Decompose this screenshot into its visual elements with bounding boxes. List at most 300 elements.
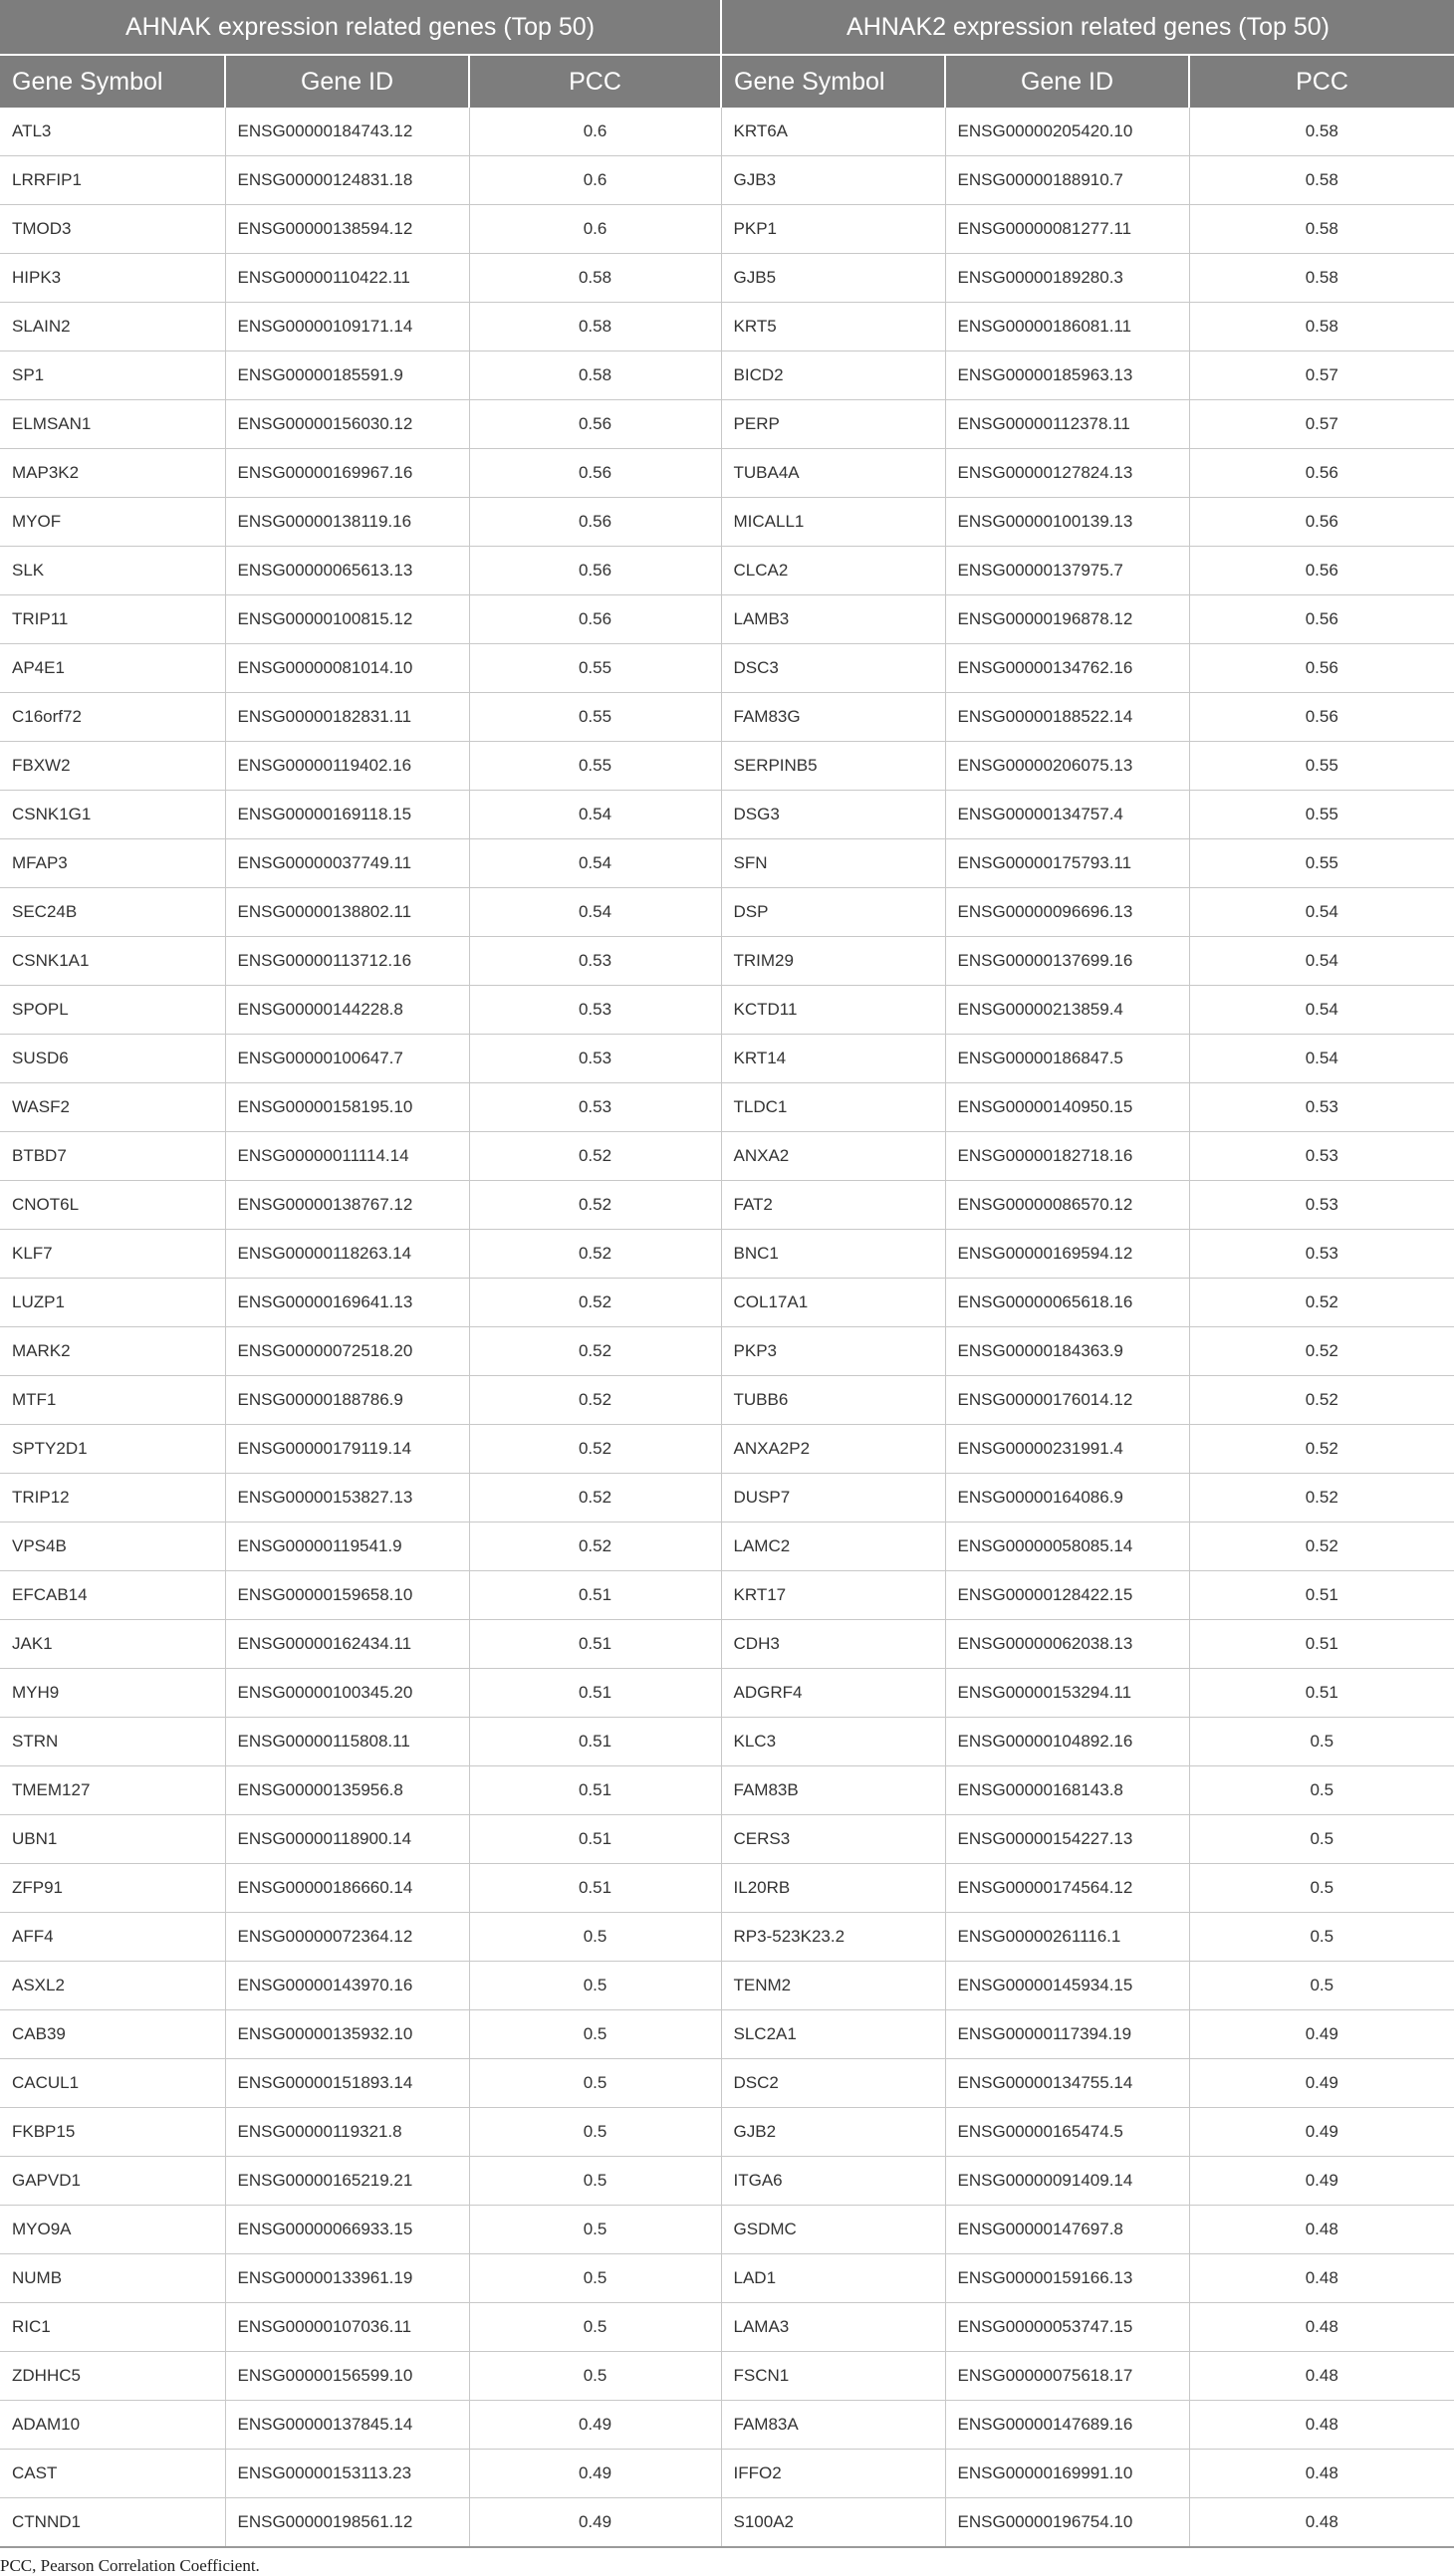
ahnak-gene-symbol-cell: AFF4 [0, 1913, 225, 1962]
ahnak2-gene-symbol-cell: ANXA2 [721, 1132, 945, 1181]
ahnak2-gene-id-cell: ENSG00000086570.12 [945, 1181, 1189, 1230]
ahnak-pcc-cell: 0.55 [469, 693, 721, 742]
ahnak2-gene-id-cell: ENSG00000140950.15 [945, 1083, 1189, 1132]
ahnak-gene-symbol-cell: JAK1 [0, 1620, 225, 1669]
table-row [0, 1083, 1454, 1132]
ahnak-gene-symbol-cell: RIC1 [0, 2303, 225, 2352]
ahnak2-pcc-cell: 0.54 [1189, 1035, 1454, 1083]
ahnak2-pcc-cell: 0.52 [1189, 1474, 1454, 1522]
ahnak-pcc-cell: 0.5 [469, 2303, 721, 2352]
ahnak2-gene-symbol-cell: DUSP7 [721, 1474, 945, 1522]
ahnak-gene-id-cell: ENSG00000188786.9 [225, 1376, 469, 1425]
ahnak2-gene-id-cell: ENSG00000188522.14 [945, 693, 1189, 742]
ahnak-gene-id-cell: ENSG00000151893.14 [225, 2059, 469, 2108]
ahnak2-pcc-cell: 0.56 [1189, 498, 1454, 547]
ahnak-gene-symbol-cell: EFCAB14 [0, 1571, 225, 1620]
ahnak2-gene-symbol-cell: KRT14 [721, 1035, 945, 1083]
ahnak-gene-id-cell: ENSG00000184743.12 [225, 108, 469, 156]
ahnak-pcc-cell: 0.52 [469, 1425, 721, 1474]
ahnak-gene-id-cell: ENSG00000037749.11 [225, 839, 469, 888]
ahnak2-gene-symbol-cell: KRT5 [721, 303, 945, 351]
ahnak2-gene-id-cell: ENSG00000147697.8 [945, 2206, 1189, 2254]
ahnak-pcc-cell: 0.53 [469, 1035, 721, 1083]
ahnak2-gene-id-cell: ENSG00000159166.13 [945, 2254, 1189, 2303]
ahnak2-gene-symbol-cell: ITGA6 [721, 2157, 945, 2206]
ahnak2-gene-id-cell: ENSG00000231991.4 [945, 1425, 1189, 1474]
ahnak2-gene-id-cell: ENSG00000205420.10 [945, 108, 1189, 156]
ahnak2-pcc-cell: 0.57 [1189, 400, 1454, 449]
table-row [0, 1913, 1454, 1962]
ahnak-gene-id-cell: ENSG00000137845.14 [225, 2401, 469, 2450]
ahnak-pcc-cell: 0.5 [469, 2352, 721, 2401]
ahnak-gene-symbol-cell: KLF7 [0, 1230, 225, 1279]
ahnak-group-title: AHNAK expression related genes (Top 50) [0, 0, 721, 55]
ahnak-pcc-cell: 0.54 [469, 791, 721, 839]
ahnak-gene-id-cell: ENSG00000135956.8 [225, 1766, 469, 1815]
ahnak2-pcc-cell: 0.58 [1189, 156, 1454, 205]
ahnak2-pcc-cell: 0.5 [1189, 1913, 1454, 1962]
ahnak-gene-symbol-cell: ADAM10 [0, 2401, 225, 2450]
ahnak-gene-id-cell: ENSG00000100647.7 [225, 1035, 469, 1083]
ahnak2-gene-symbol-cell: PKP1 [721, 205, 945, 254]
ahnak2-gene-symbol-cell: FAT2 [721, 1181, 945, 1230]
ahnak-gene-id-cell: ENSG00000144228.8 [225, 986, 469, 1035]
table-body [0, 108, 1454, 2547]
ahnak2-gene-symbol-cell: COL17A1 [721, 1279, 945, 1327]
ahnak-gene-id-cell: ENSG00000081014.10 [225, 644, 469, 693]
table-row [0, 400, 1454, 449]
table-row [0, 547, 1454, 595]
ahnak-gene-id-cell: ENSG00000179119.14 [225, 1425, 469, 1474]
ahnak2-pcc-cell: 0.5 [1189, 1864, 1454, 1913]
ahnak2-pcc-cell: 0.49 [1189, 2157, 1454, 2206]
ahnak2-gene-symbol-cell: CDH3 [721, 1620, 945, 1669]
ahnak-pcc-cell: 0.56 [469, 449, 721, 498]
ahnak-pcc-cell: 0.52 [469, 1181, 721, 1230]
ahnak-gene-symbol-cell: MYOF [0, 498, 225, 547]
ahnak-pcc-cell: 0.53 [469, 986, 721, 1035]
ahnak-gene-id-cell: ENSG00000110422.11 [225, 254, 469, 303]
ahnak-pcc-cell: 0.56 [469, 498, 721, 547]
ahnak-gene-symbol-cell: ZFP91 [0, 1864, 225, 1913]
ahnak-gene-id-cell: ENSG00000159658.10 [225, 1571, 469, 1620]
ahnak-gene-symbol-cell: TMEM127 [0, 1766, 225, 1815]
ahnak-gene-id-cell: ENSG00000138767.12 [225, 1181, 469, 1230]
ahnak-pcc-cell: 0.52 [469, 1279, 721, 1327]
ahnak-gene-id-cell: ENSG00000072518.20 [225, 1327, 469, 1376]
ahnak-gene-id-cell: ENSG00000182831.11 [225, 693, 469, 742]
ahnak-pcc-cell: 0.54 [469, 888, 721, 937]
ahnak2-pcc-cell: 0.54 [1189, 888, 1454, 937]
ahnak2-gene-id-cell: ENSG00000213859.4 [945, 986, 1189, 1035]
ahnak2-pcc-cell: 0.49 [1189, 2059, 1454, 2108]
ahnak2-pcc-cell: 0.51 [1189, 1669, 1454, 1718]
ahnak2-gene-symbol-cell: TUBA4A [721, 449, 945, 498]
ahnak2-gene-symbol-cell: GJB5 [721, 254, 945, 303]
ahnak-gene-id-cell: ENSG00000133961.19 [225, 2254, 469, 2303]
ahnak2-gene-symbol-cell: KCTD11 [721, 986, 945, 1035]
ahnak-gene-symbol-cell: MFAP3 [0, 839, 225, 888]
table-row [0, 351, 1454, 400]
table-row [0, 1230, 1454, 1279]
ahnak-gene-id-cell: ENSG00000138802.11 [225, 888, 469, 937]
ahnak2-gene-symbol-cell: TLDC1 [721, 1083, 945, 1132]
ahnak-gene-id-cell: ENSG00000156030.12 [225, 400, 469, 449]
ahnak-gene-symbol-cell: SUSD6 [0, 1035, 225, 1083]
table-row [0, 1035, 1454, 1083]
ahnak2-gene-id-cell: ENSG00000134762.16 [945, 644, 1189, 693]
table-row [0, 156, 1454, 205]
ahnak-gene-id-cell: ENSG00000138594.12 [225, 205, 469, 254]
table-row [0, 2206, 1454, 2254]
col-header-gene-id-ahnak: Gene ID [225, 55, 469, 108]
group-header-row [0, 0, 1454, 55]
ahnak-pcc-cell: 0.5 [469, 2157, 721, 2206]
ahnak2-pcc-cell: 0.49 [1189, 2010, 1454, 2059]
ahnak-gene-id-cell: ENSG00000198561.12 [225, 2498, 469, 2548]
ahnak2-gene-symbol-cell: IFFO2 [721, 2450, 945, 2498]
ahnak-gene-symbol-cell: LRRFIP1 [0, 156, 225, 205]
ahnak2-gene-id-cell: ENSG00000145934.15 [945, 1962, 1189, 2010]
ahnak2-pcc-cell: 0.5 [1189, 1766, 1454, 1815]
ahnak-pcc-cell: 0.6 [469, 205, 721, 254]
table-row [0, 2108, 1454, 2157]
ahnak2-pcc-cell: 0.55 [1189, 791, 1454, 839]
ahnak-gene-symbol-cell: SLAIN2 [0, 303, 225, 351]
table-row [0, 986, 1454, 1035]
ahnak2-pcc-cell: 0.54 [1189, 937, 1454, 986]
ahnak-pcc-cell: 0.52 [469, 1230, 721, 1279]
ahnak2-gene-id-cell: ENSG00000174564.12 [945, 1864, 1189, 1913]
ahnak-pcc-cell: 0.56 [469, 547, 721, 595]
ahnak-pcc-cell: 0.51 [469, 1864, 721, 1913]
ahnak2-gene-symbol-cell: FAM83G [721, 693, 945, 742]
ahnak2-gene-id-cell: ENSG00000117394.19 [945, 2010, 1189, 2059]
col-header-pcc-ahnak2: PCC [1189, 55, 1454, 108]
col-header-gene-id-ahnak2: Gene ID [945, 55, 1189, 108]
table-row [0, 1181, 1454, 1230]
ahnak2-gene-symbol-cell: CERS3 [721, 1815, 945, 1864]
ahnak-gene-symbol-cell: SLK [0, 547, 225, 595]
ahnak2-gene-id-cell: ENSG00000147689.16 [945, 2401, 1189, 2450]
ahnak-pcc-cell: 0.5 [469, 1913, 721, 1962]
ahnak-gene-symbol-cell: SP1 [0, 351, 225, 400]
ahnak-gene-id-cell: ENSG00000072364.12 [225, 1913, 469, 1962]
ahnak2-gene-id-cell: ENSG00000261116.1 [945, 1913, 1189, 1962]
ahnak-pcc-cell: 0.51 [469, 1718, 721, 1766]
ahnak2-gene-id-cell: ENSG00000182718.16 [945, 1132, 1189, 1181]
ahnak2-gene-id-cell: ENSG00000153294.11 [945, 1669, 1189, 1718]
table-row [0, 2157, 1454, 2206]
ahnak2-pcc-cell: 0.56 [1189, 644, 1454, 693]
ahnak-pcc-cell: 0.52 [469, 1474, 721, 1522]
ahnak-gene-symbol-cell: CAST [0, 2450, 225, 2498]
ahnak-gene-symbol-cell: ATL3 [0, 108, 225, 156]
ahnak2-pcc-cell: 0.57 [1189, 351, 1454, 400]
ahnak2-gene-symbol-cell: BNC1 [721, 1230, 945, 1279]
ahnak2-gene-symbol-cell: KRT6A [721, 108, 945, 156]
ahnak2-gene-id-cell: ENSG00000104892.16 [945, 1718, 1189, 1766]
ahnak2-gene-symbol-cell: IL20RB [721, 1864, 945, 1913]
ahnak-gene-id-cell: ENSG00000119541.9 [225, 1522, 469, 1571]
ahnak-gene-id-cell: ENSG00000169118.15 [225, 791, 469, 839]
ahnak-pcc-cell: 0.58 [469, 351, 721, 400]
ahnak-gene-symbol-cell: LUZP1 [0, 1279, 225, 1327]
ahnak2-gene-symbol-cell: LAMA3 [721, 2303, 945, 2352]
ahnak2-gene-symbol-cell: BICD2 [721, 351, 945, 400]
ahnak2-gene-id-cell: ENSG00000134757.4 [945, 791, 1189, 839]
ahnak-pcc-cell: 0.5 [469, 1962, 721, 2010]
ahnak-gene-symbol-cell: CSNK1A1 [0, 937, 225, 986]
ahnak-gene-symbol-cell: CACUL1 [0, 2059, 225, 2108]
ahnak2-pcc-cell: 0.58 [1189, 108, 1454, 156]
ahnak-gene-symbol-cell: CAB39 [0, 2010, 225, 2059]
table-row [0, 742, 1454, 791]
table-row [0, 1571, 1454, 1620]
ahnak2-gene-id-cell: ENSG00000184363.9 [945, 1327, 1189, 1376]
table-row [0, 693, 1454, 742]
ahnak2-gene-symbol-cell: DSC3 [721, 644, 945, 693]
ahnak2-pcc-cell: 0.52 [1189, 1522, 1454, 1571]
ahnak-gene-id-cell: ENSG00000135932.10 [225, 2010, 469, 2059]
ahnak2-pcc-cell: 0.52 [1189, 1279, 1454, 1327]
ahnak2-pcc-cell: 0.48 [1189, 2401, 1454, 2450]
ahnak2-pcc-cell: 0.53 [1189, 1181, 1454, 1230]
ahnak2-gene-id-cell: ENSG00000196754.10 [945, 2498, 1189, 2548]
ahnak-gene-symbol-cell: FKBP15 [0, 2108, 225, 2157]
ahnak2-gene-symbol-cell: S100A2 [721, 2498, 945, 2548]
ahnak-pcc-cell: 0.51 [469, 1815, 721, 1864]
ahnak2-pcc-cell: 0.48 [1189, 2206, 1454, 2254]
ahnak2-gene-id-cell: ENSG00000175793.11 [945, 839, 1189, 888]
ahnak2-gene-symbol-cell: RP3-523K23.2 [721, 1913, 945, 1962]
ahnak-gene-id-cell: ENSG00000100345.20 [225, 1669, 469, 1718]
table-row [0, 498, 1454, 547]
ahnak2-gene-symbol-cell: KLC3 [721, 1718, 945, 1766]
ahnak-gene-symbol-cell: MYO9A [0, 2206, 225, 2254]
ahnak-gene-symbol-cell: BTBD7 [0, 1132, 225, 1181]
table-row [0, 2498, 1454, 2548]
ahnak2-gene-id-cell: ENSG00000188910.7 [945, 156, 1189, 205]
ahnak-gene-id-cell: ENSG00000169967.16 [225, 449, 469, 498]
ahnak-gene-id-cell: ENSG00000153113.23 [225, 2450, 469, 2498]
ahnak2-pcc-cell: 0.54 [1189, 986, 1454, 1035]
ahnak-gene-id-cell: ENSG00000153827.13 [225, 1474, 469, 1522]
ahnak2-pcc-cell: 0.58 [1189, 254, 1454, 303]
table-row [0, 595, 1454, 644]
ahnak2-pcc-cell: 0.5 [1189, 1815, 1454, 1864]
ahnak2-gene-id-cell: ENSG00000100139.13 [945, 498, 1189, 547]
ahnak2-pcc-cell: 0.48 [1189, 2254, 1454, 2303]
ahnak-gene-symbol-cell: AP4E1 [0, 644, 225, 693]
ahnak-gene-symbol-cell: MTF1 [0, 1376, 225, 1425]
ahnak-gene-id-cell: ENSG00000162434.11 [225, 1620, 469, 1669]
table-row [0, 644, 1454, 693]
column-header-row [0, 55, 1454, 108]
table-row [0, 2059, 1454, 2108]
ahnak-gene-id-cell: ENSG00000185591.9 [225, 351, 469, 400]
ahnak2-gene-id-cell: ENSG00000112378.11 [945, 400, 1189, 449]
ahnak-gene-symbol-cell: CSNK1G1 [0, 791, 225, 839]
table-row [0, 2352, 1454, 2401]
table-row [0, 449, 1454, 498]
ahnak2-gene-symbol-cell: DSG3 [721, 791, 945, 839]
ahnak2-pcc-cell: 0.55 [1189, 839, 1454, 888]
table-row [0, 1620, 1454, 1669]
ahnak-pcc-cell: 0.54 [469, 839, 721, 888]
ahnak-gene-symbol-cell: VPS4B [0, 1522, 225, 1571]
ahnak-gene-symbol-cell: MAP3K2 [0, 449, 225, 498]
ahnak2-gene-symbol-cell: FAM83B [721, 1766, 945, 1815]
ahnak-gene-symbol-cell: CTNND1 [0, 2498, 225, 2548]
ahnak2-gene-symbol-cell: PKP3 [721, 1327, 945, 1376]
table-row [0, 2010, 1454, 2059]
table-row [0, 1376, 1454, 1425]
ahnak2-pcc-cell: 0.52 [1189, 1327, 1454, 1376]
ahnak2-gene-id-cell: ENSG00000185963.13 [945, 351, 1189, 400]
ahnak-pcc-cell: 0.52 [469, 1132, 721, 1181]
ahnak2-gene-id-cell: ENSG00000096696.13 [945, 888, 1189, 937]
col-header-gene-symbol-ahnak: Gene Symbol [0, 55, 225, 108]
ahnak2-pcc-cell: 0.53 [1189, 1083, 1454, 1132]
ahnak2-pcc-cell: 0.52 [1189, 1425, 1454, 1474]
ahnak2-gene-id-cell: ENSG00000058085.14 [945, 1522, 1189, 1571]
ahnak-pcc-cell: 0.5 [469, 2108, 721, 2157]
ahnak-gene-id-cell: ENSG00000169641.13 [225, 1279, 469, 1327]
ahnak-pcc-cell: 0.51 [469, 1620, 721, 1669]
ahnak2-gene-symbol-cell: CLCA2 [721, 547, 945, 595]
ahnak-gene-id-cell: ENSG00000118900.14 [225, 1815, 469, 1864]
ahnak2-pcc-cell: 0.48 [1189, 2450, 1454, 2498]
ahnak-gene-symbol-cell: TRIP11 [0, 595, 225, 644]
ahnak2-gene-id-cell: ENSG00000196878.12 [945, 595, 1189, 644]
ahnak2-pcc-cell: 0.55 [1189, 742, 1454, 791]
ahnak2-gene-symbol-cell: SERPINB5 [721, 742, 945, 791]
ahnak2-gene-id-cell: ENSG00000081277.11 [945, 205, 1189, 254]
ahnak2-pcc-cell: 0.51 [1189, 1620, 1454, 1669]
table-row [0, 1669, 1454, 1718]
ahnak2-gene-id-cell: ENSG00000168143.8 [945, 1766, 1189, 1815]
ahnak-pcc-cell: 0.55 [469, 742, 721, 791]
ahnak-pcc-cell: 0.49 [469, 2498, 721, 2548]
ahnak2-gene-symbol-cell: LAD1 [721, 2254, 945, 2303]
table-row [0, 2254, 1454, 2303]
ahnak-gene-symbol-cell: SPOPL [0, 986, 225, 1035]
table-row [0, 1718, 1454, 1766]
table-row [0, 1327, 1454, 1376]
ahnak2-gene-symbol-cell: GJB3 [721, 156, 945, 205]
ahnak-pcc-cell: 0.5 [469, 2254, 721, 2303]
ahnak2-gene-symbol-cell: LAMB3 [721, 595, 945, 644]
ahnak2-gene-id-cell: ENSG00000075618.17 [945, 2352, 1189, 2401]
ahnak2-gene-id-cell: ENSG00000186081.11 [945, 303, 1189, 351]
ahnak-pcc-cell: 0.52 [469, 1327, 721, 1376]
ahnak2-pcc-cell: 0.56 [1189, 449, 1454, 498]
ahnak-gene-id-cell: ENSG00000115808.11 [225, 1718, 469, 1766]
ahnak2-pcc-cell: 0.51 [1189, 1571, 1454, 1620]
ahnak-gene-id-cell: ENSG00000158195.10 [225, 1083, 469, 1132]
ahnak-gene-id-cell: ENSG00000109171.14 [225, 303, 469, 351]
table-row [0, 1864, 1454, 1913]
ahnak2-gene-symbol-cell: PERP [721, 400, 945, 449]
ahnak2-gene-symbol-cell: SLC2A1 [721, 2010, 945, 2059]
ahnak2-pcc-cell: 0.48 [1189, 2352, 1454, 2401]
ahnak2-gene-symbol-cell: TENM2 [721, 1962, 945, 2010]
table-row [0, 1962, 1454, 2010]
ahnak2-gene-id-cell: ENSG00000186847.5 [945, 1035, 1189, 1083]
ahnak-gene-id-cell: ENSG00000011114.14 [225, 1132, 469, 1181]
ahnak2-gene-id-cell: ENSG00000165474.5 [945, 2108, 1189, 2157]
ahnak-pcc-cell: 0.49 [469, 2401, 721, 2450]
table-row [0, 2450, 1454, 2498]
ahnak-gene-id-cell: ENSG00000065613.13 [225, 547, 469, 595]
ahnak-gene-id-cell: ENSG00000119321.8 [225, 2108, 469, 2157]
ahnak-gene-id-cell: ENSG00000100815.12 [225, 595, 469, 644]
ahnak2-pcc-cell: 0.53 [1189, 1230, 1454, 1279]
ahnak-gene-symbol-cell: CNOT6L [0, 1181, 225, 1230]
ahnak-gene-symbol-cell: SPTY2D1 [0, 1425, 225, 1474]
ahnak-gene-id-cell: ENSG00000138119.16 [225, 498, 469, 547]
ahnak2-gene-symbol-cell: ADGRF4 [721, 1669, 945, 1718]
ahnak-pcc-cell: 0.49 [469, 2450, 721, 2498]
ahnak2-gene-id-cell: ENSG00000169594.12 [945, 1230, 1189, 1279]
ahnak2-pcc-cell: 0.56 [1189, 547, 1454, 595]
col-header-pcc-ahnak: PCC [469, 55, 721, 108]
ahnak2-gene-id-cell: ENSG00000189280.3 [945, 254, 1189, 303]
ahnak-gene-symbol-cell: MARK2 [0, 1327, 225, 1376]
ahnak-pcc-cell: 0.6 [469, 108, 721, 156]
ahnak2-pcc-cell: 0.48 [1189, 2498, 1454, 2548]
ahnak2-gene-id-cell: ENSG00000091409.14 [945, 2157, 1189, 2206]
ahnak-gene-symbol-cell: TRIP12 [0, 1474, 225, 1522]
ahnak-pcc-cell: 0.5 [469, 2010, 721, 2059]
ahnak2-gene-symbol-cell: FSCN1 [721, 2352, 945, 2401]
ahnak-gene-symbol-cell: GAPVD1 [0, 2157, 225, 2206]
table-row [0, 1522, 1454, 1571]
table-row [0, 2401, 1454, 2450]
ahnak-pcc-cell: 0.51 [469, 1766, 721, 1815]
ahnak2-gene-symbol-cell: FAM83A [721, 2401, 945, 2450]
col-header-gene-symbol-ahnak2: Gene Symbol [721, 55, 945, 108]
ahnak2-gene-id-cell: ENSG00000062038.13 [945, 1620, 1189, 1669]
table-row [0, 888, 1454, 937]
ahnak-gene-symbol-cell: MYH9 [0, 1669, 225, 1718]
ahnak2-gene-symbol-cell: TUBB6 [721, 1376, 945, 1425]
ahnak-gene-symbol-cell: ELMSAN1 [0, 400, 225, 449]
ahnak-gene-symbol-cell: SEC24B [0, 888, 225, 937]
ahnak-gene-symbol-cell: NUMB [0, 2254, 225, 2303]
table-row [0, 108, 1454, 156]
ahnak-pcc-cell: 0.58 [469, 254, 721, 303]
table-row [0, 1474, 1454, 1522]
ahnak2-gene-id-cell: ENSG00000127824.13 [945, 449, 1189, 498]
ahnak-pcc-cell: 0.5 [469, 2206, 721, 2254]
ahnak-gene-symbol-cell: ZDHHC5 [0, 2352, 225, 2401]
ahnak-pcc-cell: 0.51 [469, 1669, 721, 1718]
ahnak2-gene-id-cell: ENSG00000065618.16 [945, 1279, 1189, 1327]
ahnak2-pcc-cell: 0.58 [1189, 303, 1454, 351]
ahnak-pcc-cell: 0.53 [469, 937, 721, 986]
table-row [0, 205, 1454, 254]
ahnak2-gene-symbol-cell: MICALL1 [721, 498, 945, 547]
ahnak-pcc-cell: 0.55 [469, 644, 721, 693]
ahnak2-gene-symbol-cell: TRIM29 [721, 937, 945, 986]
ahnak-gene-id-cell: ENSG00000156599.10 [225, 2352, 469, 2401]
ahnak2-pcc-cell: 0.56 [1189, 693, 1454, 742]
ahnak2-pcc-cell: 0.48 [1189, 2303, 1454, 2352]
table-row [0, 1132, 1454, 1181]
ahnak2-group-title: AHNAK2 expression related genes (Top 50) [721, 0, 1454, 55]
